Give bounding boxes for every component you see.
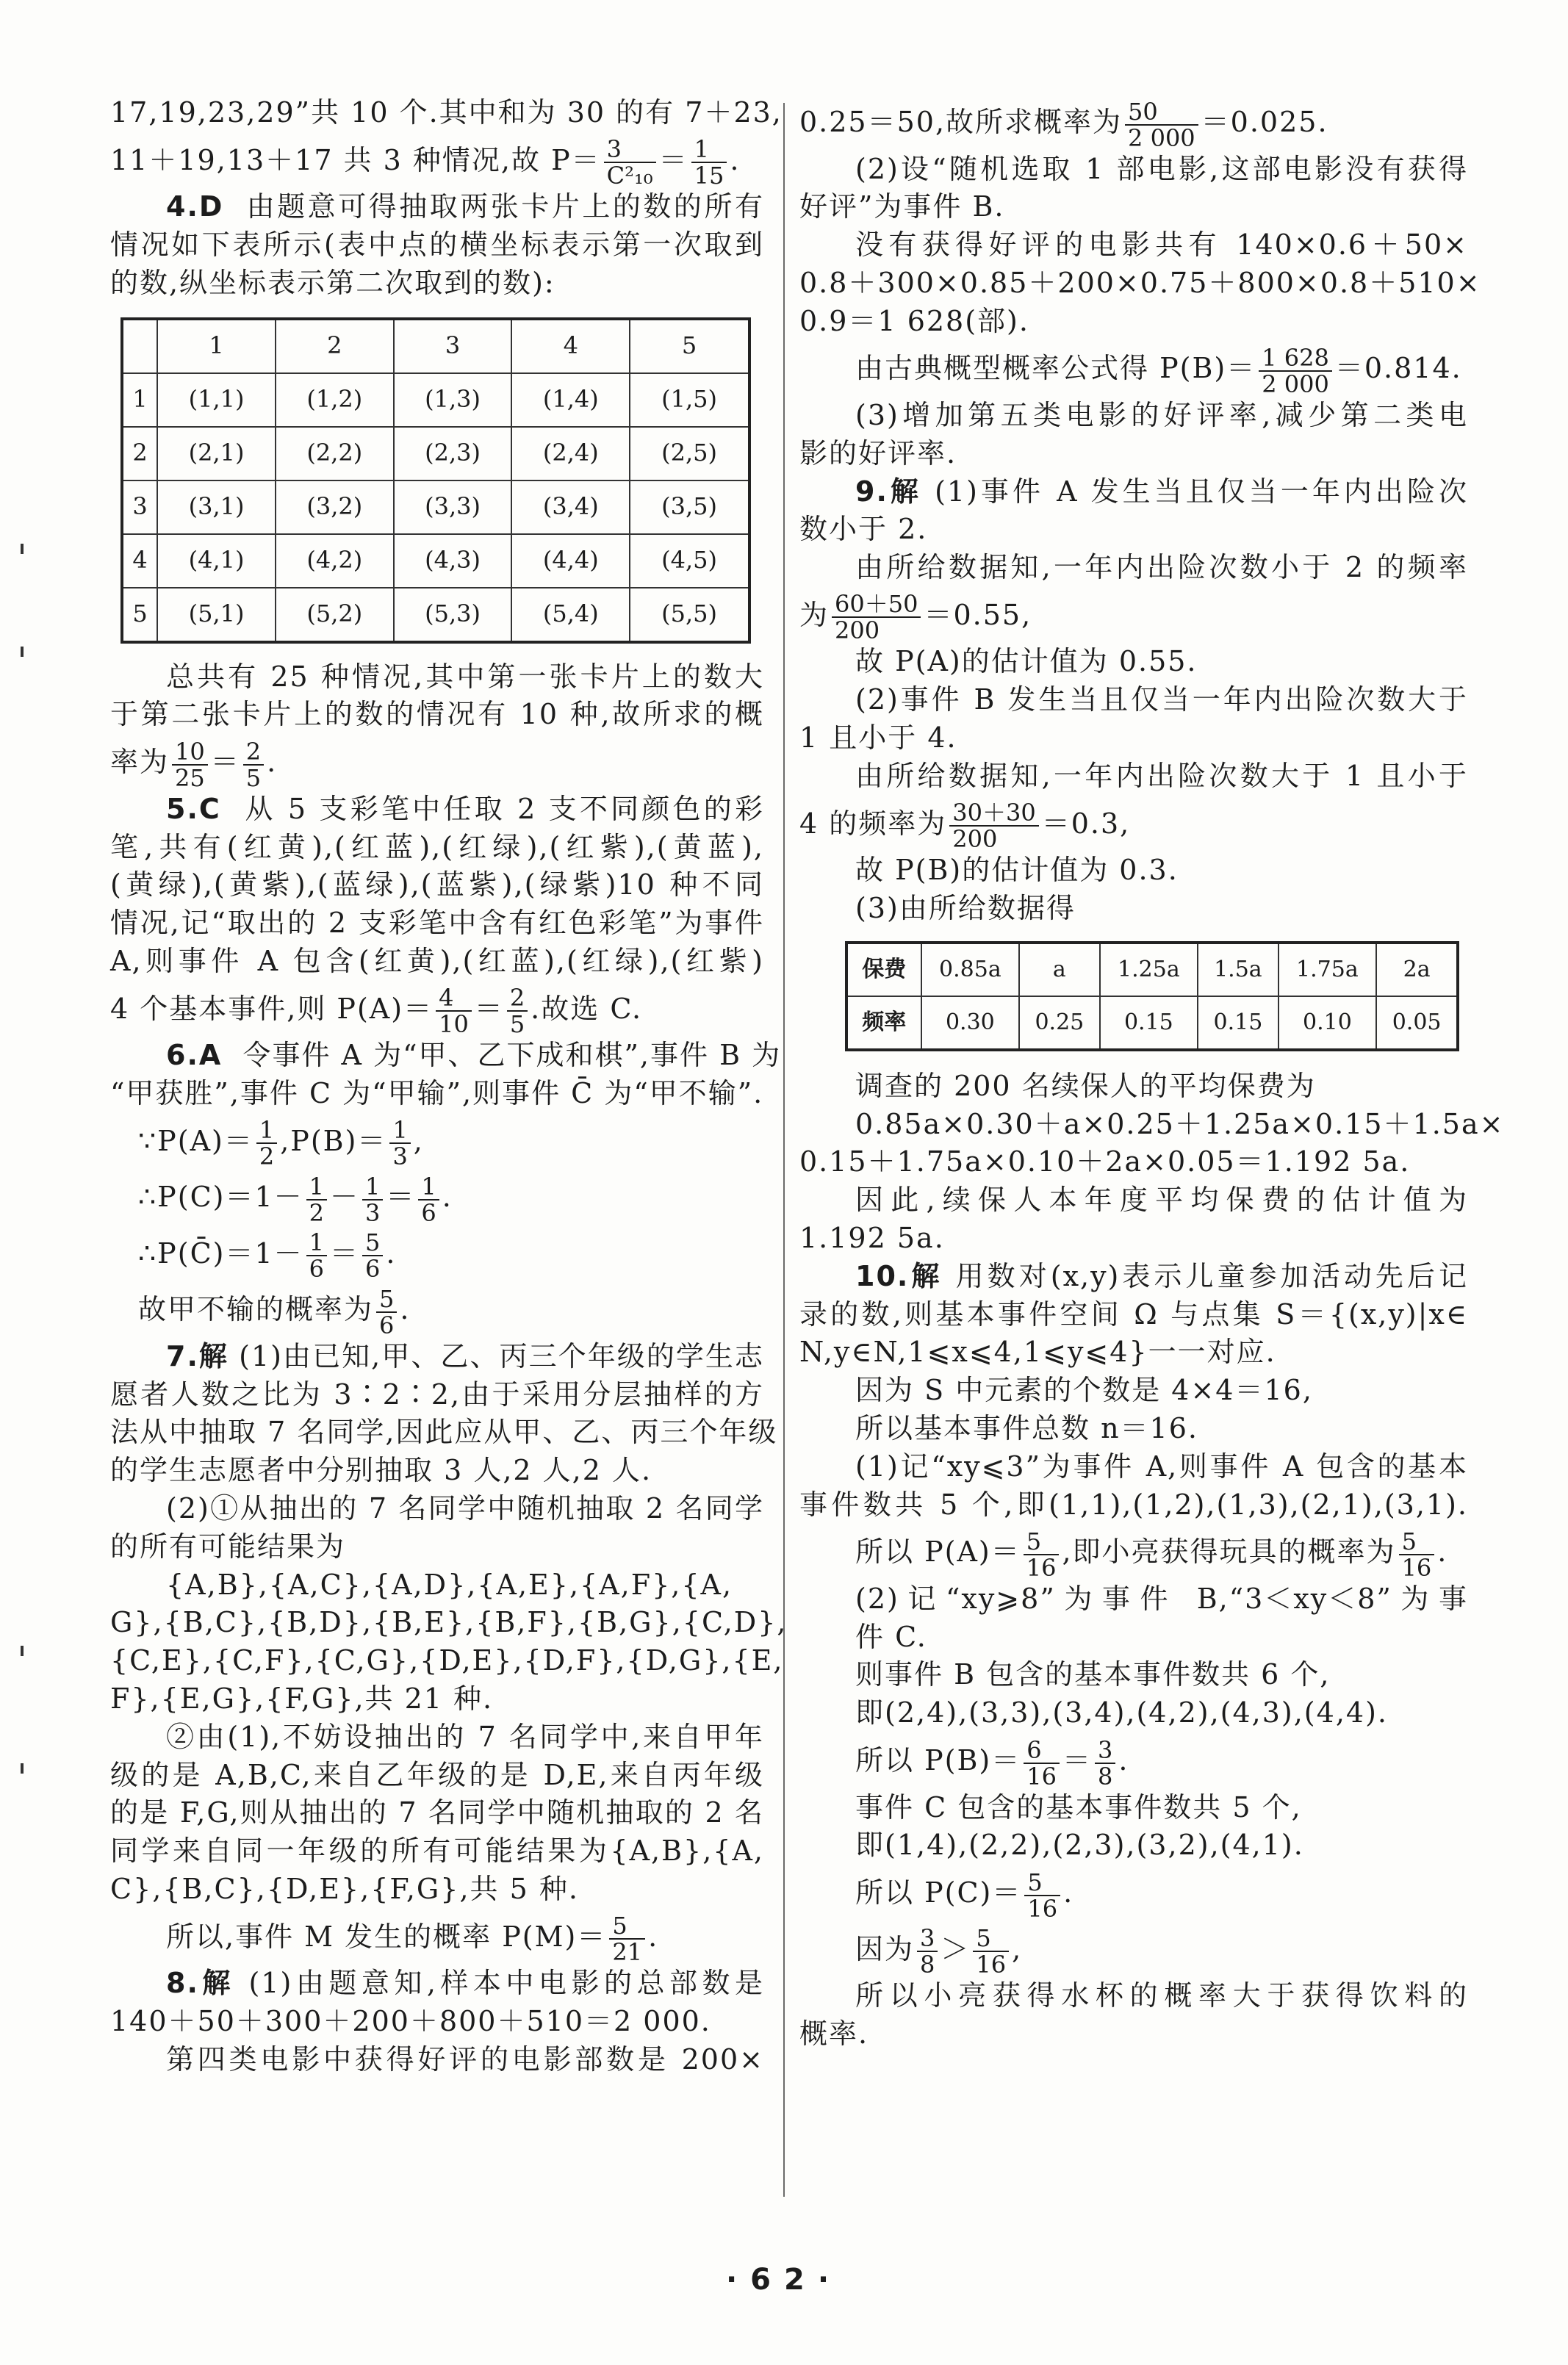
q7-first-line: 7.解 (1)由已知,甲、乙、丙三个年级的学生志 <box>166 1339 764 1372</box>
q4-first-line: 4.D 由题意可得抽取两张卡片上的数的所有 <box>166 190 764 223</box>
column-divider <box>783 103 785 2197</box>
table-header-row: 1 2 3 4 5 <box>122 319 749 373</box>
text-line: (2)事件 B 发生当且仅当一年内出险次数大于 <box>855 683 1468 716</box>
text-line: F},{E,G},{F,G},共 21 种. <box>110 1682 494 1716</box>
table-row: 频率 0.30 0.25 0.15 0.15 0.10 0.05 <box>846 996 1458 1050</box>
text-line: 件 C. <box>855 1620 927 1653</box>
text-line: 即(2,4),(3,3),(3,4),(4,2),(4,3),(4,4). <box>855 1696 1388 1729</box>
text-line: 调查的 200 名续保人的平均保费为 <box>855 1069 1316 1102</box>
text-line: 好评”为事件 B. <box>799 190 1005 223</box>
table-row: 2 (2,1) (2,2) (2,3) (2,4) (2,5) <box>122 427 749 480</box>
text-line: 即(1,4),(2,2),(2,3),(3,2),(4,1). <box>855 1829 1304 1862</box>
text-line: 级的是 A,B,C,来自乙年级的是 D,E,来自丙年级 <box>110 1758 764 1791</box>
text-line: (3)由所给数据得 <box>855 891 1076 924</box>
text-line: 所以小亮获得水杯的概率大于获得饮料的 <box>855 1979 1468 2012</box>
text-line: 0.9＝1 628(部). <box>799 304 1029 337</box>
table-row: 保费 0.85a a 1.25a 1.5a 1.75a 2a <box>846 943 1458 996</box>
q6-pcbar-line: ∴P(C̄)＝1－ $\frac{1}{6}$ ＝ $\frac{5}{6}$ . <box>138 1228 397 1284</box>
text-line: 140＋50＋300＋200＋800＋510＝2 000. <box>110 2005 711 2038</box>
text-line: 情况,记“取出的 2 支彩笔中含有红色彩笔”为事件 <box>110 907 764 940</box>
table-row: 3 (3,1) (3,2) (3,3) (3,4) (3,5) <box>122 480 749 534</box>
q10-pb-line: 所以 P(B)＝ $\frac{6}{16}$ ＝ $\frac{3}{8}$ . <box>855 1735 1129 1790</box>
q4-result-line: 率为 $\frac{10}{25}$ ＝ $\frac{2}{5}$ . <box>110 737 278 792</box>
q9-freq2-line: 4 的频率为 $\frac{30+30}{200}$ ＝0.3, <box>799 799 1131 854</box>
text-line: (2)①从抽出的 7 名同学中随机抽取 2 名同学 <box>166 1492 764 1525</box>
text-line: 总共有 25 种情况,其中第一张卡片上的数大 <box>166 660 764 693</box>
text-line: 因此,续保人本年度平均保费的估计值为 <box>855 1184 1468 1217</box>
text-line: (黄绿),(黄紫),(蓝绿),(蓝紫),(绿紫)10 种不同 <box>110 868 764 901</box>
text-line: (2)记“xy⩾8”为事件 B,“3＜xy＜8”为事 <box>855 1582 1468 1615</box>
right-column <box>799 94 1505 2053</box>
text-line: A,则事件 A 包含(红黄),(红蓝),(红绿),(红紫) <box>110 944 764 977</box>
q8-first-line: 8.解 (1)由题意知,样本中电影的总部数是 <box>166 1967 764 2000</box>
text-line: 0.8＋300×0.85＋200×0.75＋800×0.8＋510× <box>799 266 1481 299</box>
text-line: {A,B},{A,C},{A,D},{A,E},{A,F},{A, <box>166 1568 733 1601</box>
q5-result-line: 4 个基本事件,则 P(A)＝ $\frac{4}{10}$ ＝ $\frac{2}{5}$ .故选 C. <box>110 984 643 1039</box>
text-line: 同学来自同一年级的所有可能结果为{A,B},{A, <box>110 1835 764 1868</box>
text-line: (2)设“随机选取 1 部电影,这部电影没有获得 <box>855 152 1468 185</box>
q6-pc-line: ∴P(C)＝1－ $\frac{1}{2}$ － $\frac{1}{3}$ ＝ $\frac{1}{6}$ . <box>138 1172 453 1227</box>
premium-table <box>845 941 1459 1051</box>
text-line: 事件 C 包含的基本事件数共 5 个, <box>855 1790 1302 1824</box>
text-line: 录的数,则基本事件空间 Ω 与点集 S＝{(x,y)|x∈ <box>799 1297 1468 1331</box>
q8-prob-line: 0.25＝50,故所求概率为 $\frac{50}{2 000}$ ＝0.025. <box>799 97 1328 152</box>
text-line: 概率. <box>799 2017 869 2050</box>
q10-label: 10.解 <box>855 1259 943 1292</box>
table-row: 4 (4,1) (4,2) (4,3) (4,4) (4,5) <box>122 534 749 588</box>
text-line: 由所给数据知,一年内出险次数大于 1 且小于 <box>855 759 1468 792</box>
q10-first-line: 10.解 用数对(x,y)表示儿童参加活动先后记 <box>855 1259 1468 1292</box>
q9-freq-line: 为 $\frac{60+50}{200}$ ＝0.55, <box>799 590 1032 645</box>
q5-label: 5.C <box>166 792 221 825</box>
text-line: 的学生志愿者中分别抽取 3 人,2 人,2 人. <box>110 1454 652 1487</box>
text-line: 1.192 5a. <box>799 1221 945 1254</box>
text-line: 于第二张卡片上的数的情况有 10 种,故所求的概 <box>110 698 764 731</box>
text-line: 数小于 2. <box>799 513 928 546</box>
text-line: 情况如下表所示(表中点的横坐标表示第一次取到 <box>110 228 764 262</box>
q4-label: 4.D <box>166 190 224 223</box>
text-line: 事件数共 5 个,即(1,1),(1,2),(1,3),(2,1),(3,1). <box>799 1488 1468 1521</box>
text-line: 1 且小于 4. <box>799 721 957 755</box>
q7-label: 7.解 <box>166 1339 229 1372</box>
text-line: 笔,共有(红黄),(红蓝),(红绿),(红紫),(黄蓝), <box>110 830 764 863</box>
text-line: 愿者人数之比为 3∶2∶2,由于采用分层抽样的方 <box>110 1378 764 1411</box>
q6-label: 6.A <box>166 1039 223 1072</box>
q10-pc-line: 所以 P(C)＝ $\frac{5}{16}$ . <box>855 1868 1074 1923</box>
left-column <box>110 94 788 2079</box>
text-line: 的所有可能结果为 <box>110 1530 346 1563</box>
text-line: 故 P(B)的估计值为 0.3. <box>855 854 1179 887</box>
text-line: G},{B,C},{B,D},{B,E},{B,F},{B,G},{C,D}, <box>110 1606 788 1639</box>
text-line: “甲获胜”,事件 C 为“甲输”,则事件 C̄ 为“甲不输”. <box>110 1077 764 1110</box>
q7-result-line: 所以,事件 M 发生的概率 P(M)＝ $\frac{5}{21}$ . <box>166 1912 659 1967</box>
page-number: ·62· <box>725 2263 843 2297</box>
text-line: 故 P(A)的估计值为 0.55. <box>855 645 1198 678</box>
q8-pb-line: 由古典概型概率公式得 P(B)＝ $\frac{1 628}{2 000}$ ＝0.814. <box>855 343 1462 398</box>
text-line: 所以基本事件总数 n＝16. <box>855 1411 1198 1444</box>
q6-result-line: 故甲不输的概率为 $\frac{5}{6}$ . <box>138 1284 411 1339</box>
text-line: 由所给数据知,一年内出险次数小于 2 的频率 <box>855 551 1468 584</box>
text-line: 因为 S 中元素的个数是 4×4＝16, <box>855 1374 1313 1407</box>
q9-first-line: 9.解 (1)事件 A 发生当且仅当一年内出险次 <box>855 475 1468 508</box>
text-line: 没有获得好评的电影共有 140×0.6＋50× <box>855 228 1468 262</box>
text-line: 0.15＋1.75a×0.10＋2a×0.05＝1.192 5a. <box>799 1145 1411 1178</box>
table-row: 1 (1,1) (1,2) (1,3) (1,4) (1,5) <box>122 373 749 427</box>
text-line: 的是 F,G,则从抽出的 7 名同学中随机抽取的 2 名 <box>110 1796 764 1829</box>
table-row: 5 (5,1) (5,2) (5,3) (5,4) (5,5) <box>122 588 749 642</box>
text-line: 17,19,23,29”共 10 个.其中和为 30 的有 7＋23, <box>110 96 783 129</box>
text-line: ②由(1),不妨设抽出的 7 名同学中,来自甲年 <box>166 1720 764 1753</box>
q6-first-line: 6.A 令事件 A 为“甲、乙下成和棋”,事件 B 为 <box>166 1039 782 1072</box>
text-line: 第四类电影中获得好评的电影部数是 200× <box>166 2042 764 2076</box>
text-line: N,y∈N,1⩽x⩽4,1⩽y⩽4}一一对应. <box>799 1336 1276 1369</box>
q10-compare-line: 因为 $\frac{3}{8}$ ＞ $\frac{5}{16}$ , <box>855 1924 1023 1979</box>
text-line: 0.85a×0.30＋a×0.25＋1.25a×0.15＋1.5a× <box>855 1107 1505 1140</box>
text-line: 的数,纵坐标表示第二次取到的数): <box>110 266 555 299</box>
text-line: 法从中抽取 7 名同学,因此应从甲、乙、丙三个年级 <box>110 1416 778 1449</box>
text-line: (1)记“xy⩽3”为事件 A,则事件 A 包含的基本 <box>855 1450 1468 1483</box>
text-line: 影的好评率. <box>799 436 957 469</box>
text-line: {C,E},{C,F},{C,G},{D,E},{D,F},{D,G},{E, <box>110 1644 784 1677</box>
q3-result-line: 11＋19,13＋17 共 3 种情况,故 P＝ $\frac{3}{\text{C²₁₀}}$ ＝ $\frac{1}{15}$ . <box>110 135 741 190</box>
text-line: C},{B,C},{D,E},{F,G},共 5 种. <box>110 1873 579 1906</box>
outcome-table <box>121 317 751 644</box>
q8-label: 8.解 <box>166 1967 235 2000</box>
q6-given-line: ∵P(A)＝ $\frac{1}{2}$ ,P(B)＝ $\frac{1}{3}$ , <box>138 1116 424 1171</box>
q5-first-line: 5.C 从 5 支彩笔中任取 2 支不同颜色的彩 <box>166 792 764 825</box>
q9-label: 9.解 <box>855 475 922 508</box>
text-line: (3)增加第五类电影的好评率,减少第二类电 <box>855 398 1468 431</box>
q10-pa-line: 所以 P(A)＝ $\frac{5}{16}$ ,即小亮获得玩具的概率为 $\frac{5}{16}$ . <box>855 1527 1448 1582</box>
text-line: 则事件 B 包含的基本事件数共 6 个, <box>855 1658 1331 1691</box>
